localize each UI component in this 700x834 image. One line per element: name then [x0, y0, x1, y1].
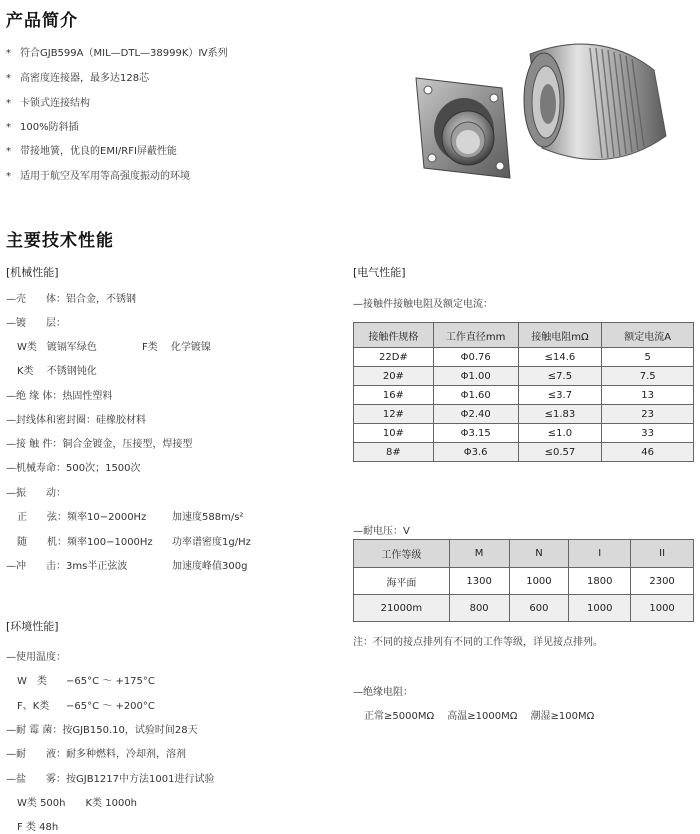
- list-item: * 带接地簧，优良的EMI/RFI屏蔽性能: [6, 146, 177, 157]
- table-cell: ≤3.7: [518, 386, 602, 405]
- env-fluid: —耐 液：耐多种燃料，冷却剂，溶剂: [6, 749, 186, 760]
- env-temp: —使用温度：: [6, 652, 66, 663]
- table-cell: 1000: [631, 595, 694, 622]
- table-header-cell: II: [631, 540, 694, 568]
- list-item: * 适用于航空及军用等高强度振动的环境: [6, 171, 190, 182]
- table-cell: 22D#: [354, 348, 434, 367]
- table-row: [354, 405, 694, 424]
- table-header-cell: 额定电流A: [602, 323, 694, 348]
- mech-random-freq: 随 机：频率100−1000Hz: [17, 537, 153, 548]
- contact-table-caption: —接触件接触电阻及额定电流：: [353, 299, 493, 310]
- table-cell: Φ3.15: [433, 424, 518, 443]
- table-header-cell: M: [449, 540, 509, 568]
- mech-plating-w: W类 镀镉军绿色: [17, 342, 97, 353]
- env-mold: —耐 霉 菌：按GJB150.10，试验时间28天: [6, 725, 198, 736]
- table-row: [354, 367, 694, 386]
- connector-photo: [410, 30, 680, 180]
- table-cell: 20#: [354, 367, 434, 386]
- table-header-cell: 接触电阻mΩ: [518, 323, 602, 348]
- plug-icon: [524, 44, 666, 159]
- table-cell: 21000m: [354, 595, 450, 622]
- mech-plating: —镀 层：: [6, 318, 66, 329]
- env-temp-fk-label: F、K类: [17, 701, 50, 712]
- mech-seal: —封线体和密封圈：硅橡胶材料: [6, 415, 146, 426]
- table-cell: ≤7.5: [518, 367, 602, 386]
- table-cell: Φ1.00: [433, 367, 518, 386]
- mech-random-psd: 功率谱密度1g/Hz: [172, 537, 251, 548]
- env-temp-w-range: −65°C ～ +175°C: [66, 676, 155, 687]
- env-temp-fk-range: −65°C ～ +200°C: [66, 701, 155, 712]
- table-cell: ≤14.6: [518, 348, 602, 367]
- mech-plating-f: F类 化学镀镍: [142, 342, 211, 353]
- insulation-values: 正常≥5000MΩ 高温≥1000MΩ 潮湿≥100MΩ: [364, 711, 595, 722]
- env-temp-w-label: W 类: [17, 676, 47, 687]
- table-cell: 1800: [569, 568, 631, 595]
- table-cell: 46: [602, 443, 694, 462]
- mech-shock-peak: 加速度峰值300g: [172, 561, 248, 572]
- env-header: [环境性能]: [6, 620, 59, 633]
- table-header-cell: 工作直径mm: [433, 323, 518, 348]
- table-cell: 12#: [354, 405, 434, 424]
- env-salt-wk: W类 500h K类 1000h: [17, 798, 138, 809]
- table-cell: 16#: [354, 386, 434, 405]
- table-cell: 1000: [509, 568, 569, 595]
- table-cell: 600: [509, 595, 569, 622]
- mech-life: —机械寿命：500次；1500次: [6, 463, 141, 474]
- table-row: [354, 386, 694, 405]
- table-cell: 海平面: [354, 568, 450, 595]
- env-salt: —盐 雾：按GJB1217中方法1001进行试验: [6, 774, 215, 785]
- list-item: * 100%防斜插: [6, 122, 79, 133]
- mech-shock: —冲 击：3ms半正弦波: [6, 561, 128, 572]
- table-header-row: [354, 540, 694, 568]
- table-row: [354, 595, 694, 622]
- table-cell: Φ3.6: [433, 443, 518, 462]
- table-row: [354, 424, 694, 443]
- mech-header: [机械性能]: [6, 266, 59, 279]
- voltage-table-caption: —耐电压：V: [353, 526, 410, 537]
- insulation-caption: —绝缘电阻：: [353, 687, 413, 698]
- table-header-cell: I: [569, 540, 631, 568]
- mech-contact: —接 触 件：铜合金镀金，压接型，焊接型: [6, 439, 193, 450]
- table-cell: ≤1.0: [518, 424, 602, 443]
- list-item: * 高密度连接器，最多达128芯: [6, 73, 150, 84]
- table-cell: ≤1.83: [518, 405, 602, 424]
- table-cell: Φ1.60: [433, 386, 518, 405]
- voltage-note: 注：不同的接点排列有不同的工作等级，详见接点排列。: [353, 637, 603, 648]
- table-row: [354, 348, 694, 367]
- table-header-row: [354, 323, 694, 348]
- table-cell: 1000: [569, 595, 631, 622]
- table-cell: ≤0.57: [518, 443, 602, 462]
- table-header-cell: N: [509, 540, 569, 568]
- intro-title: 产品简介: [6, 11, 78, 31]
- voltage-table: [353, 539, 694, 622]
- receptacle-icon: [416, 78, 510, 178]
- tech-perf-title: 主要技术性能: [6, 231, 114, 251]
- table-row: [354, 443, 694, 462]
- table-cell: 23: [602, 405, 694, 424]
- table-cell: 33: [602, 424, 694, 443]
- mech-sine-freq: 正 弦：频率10−2000Hz: [17, 512, 147, 523]
- table-cell: 8#: [354, 443, 434, 462]
- table-cell: 7.5: [602, 367, 694, 386]
- mech-plating-k: K类 不锈钢钝化: [17, 366, 97, 377]
- env-salt-f: F 类 48h: [17, 822, 59, 833]
- table-header-cell: 接触件规格: [354, 323, 434, 348]
- table-cell: 800: [449, 595, 509, 622]
- mech-vibration: —振 动：: [6, 488, 66, 499]
- list-item: * 符合GJB599A（MIL—DTL—38999K）Ⅳ系列: [6, 48, 228, 59]
- table-cell: Φ2.40: [433, 405, 518, 424]
- elec-header: [电气性能]: [353, 266, 406, 279]
- mech-insulator: —绝 缘 体：热固性塑料: [6, 391, 113, 402]
- mech-sine-accel: 加速度588m/s²: [172, 512, 244, 523]
- table-cell: Φ0.76: [433, 348, 518, 367]
- table-cell: 10#: [354, 424, 434, 443]
- table-cell: 13: [602, 386, 694, 405]
- table-cell: 1300: [449, 568, 509, 595]
- list-item: * 卡锁式连接结构: [6, 98, 90, 109]
- table-row: [354, 568, 694, 595]
- mech-shell: —壳 体：铝合金，不锈钢: [6, 294, 136, 305]
- table-cell: 2300: [631, 568, 694, 595]
- table-header-cell: 工作等级: [354, 540, 450, 568]
- contact-resistance-table: [353, 322, 694, 462]
- table-cell: 5: [602, 348, 694, 367]
